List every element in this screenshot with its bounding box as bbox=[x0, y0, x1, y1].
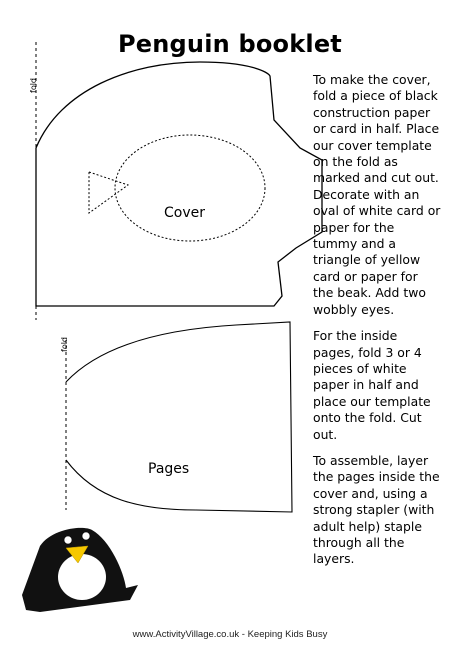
instructions bbox=[313, 72, 441, 578]
assembly-instructions: To assemble, layer the pages inside the cover and, using a strong stapler (with adult help) staple through all the layers. bbox=[313, 452, 440, 567]
cover-instructions: To make the cover, fold a piece of black construction paper or card in half. Place our cover template on the fold as marked and cut out. Decorate with an oval of white card or paper for the tummy and a triangle of yellow card or paper for the beak. Add two wobbly eyes. bbox=[313, 72, 441, 317]
pages-label: Pages bbox=[148, 461, 190, 477]
belly-oval-guide bbox=[115, 135, 265, 241]
pages-template-outline bbox=[66, 322, 292, 512]
pages-fold-label: fold bbox=[60, 336, 69, 352]
cover-label: Cover bbox=[164, 205, 205, 221]
pages-instructions: For the inside pages, fold 3 or 4 pieces of white paper in half and place our template onto the fold. Cut out. bbox=[313, 328, 431, 442]
page-title: Penguin booklet bbox=[118, 30, 342, 58]
cover-fold-label: fold bbox=[29, 77, 38, 93]
footer-credit: www.ActivityVillage.co.uk - Keeping Kids Busy bbox=[132, 629, 328, 640]
beak-triangle-guide bbox=[89, 172, 128, 213]
penguin-eye-right bbox=[82, 532, 90, 540]
penguin-photo bbox=[14, 522, 146, 622]
penguin-eye-left bbox=[64, 536, 72, 544]
penguin-belly bbox=[58, 554, 106, 600]
cover-template-outline bbox=[36, 62, 322, 306]
